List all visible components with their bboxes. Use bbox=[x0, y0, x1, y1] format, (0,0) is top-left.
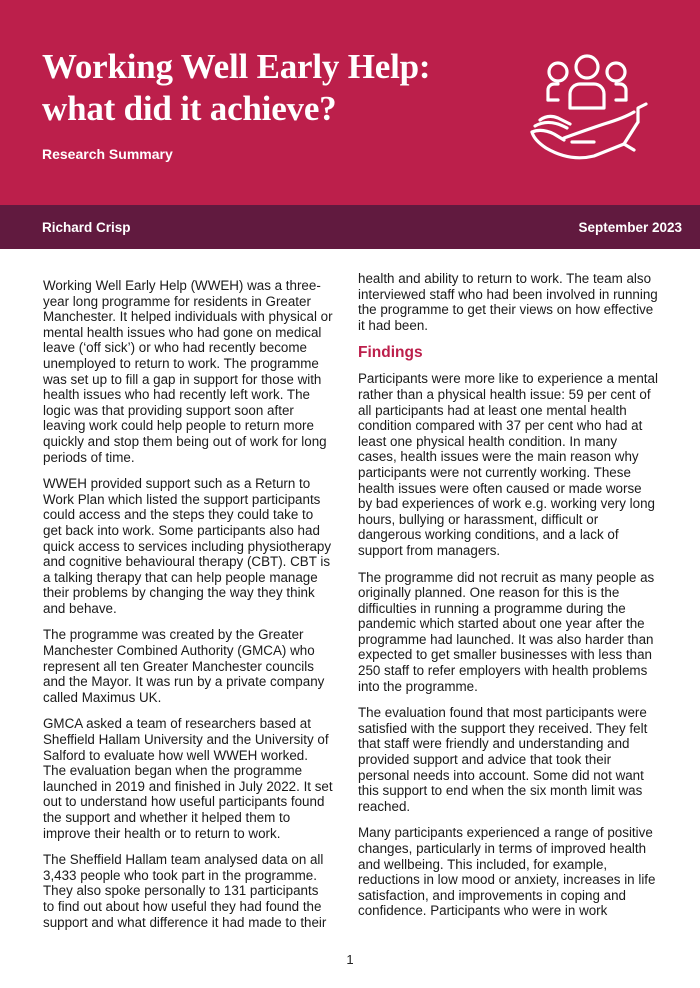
author-name: Richard Crisp bbox=[42, 220, 131, 235]
body-paragraph: The Sheffield Hallam team analysed data on all 3,433 people who took part in the programme. They also spoke personally to 131 participants to find out about how useful they had found the support and what difference it had made to their bbox=[43, 852, 327, 930]
body-paragraph: WWEH provided support such as a Return to Work Plan which listed the support participants could access and the steps they could take to get back into work. Some participants also had quick access to services including physiotherapy and cognitive behavioural therapy (CBT). CBT is a talking therapy that can help people manage their problems by changing the way they think and behave. bbox=[43, 476, 332, 616]
findings-paragraph: Many participants experienced a range of positive changes, particularly in terms of improved health and wellbeing. This included, for example, reductions in low mood or anxiety, increases in life satisfaction, and improvements in coping and confidence. Participants who were in work bbox=[358, 825, 656, 919]
right-column bbox=[358, 271, 658, 930]
title-line-1: Working Well Early Help: bbox=[42, 47, 431, 86]
body-paragraph: Working Well Early Help (WWEH) was a three-year long programme for residents in Greater Manchester. It helped individuals with physical or mental health issues who had gone on medical leave (‘off sick’) or who had recently become unemployed to return to work. The programme was set up to fill a gap in support for those with health issues who had recently left work. The logic was that providing support soon after leaving work could help people to return more quickly and stop them being out of work for long periods of time. bbox=[43, 278, 333, 465]
findings-paragraph: Participants were more like to experience a mental rather than a physical health issue: 59 per cent of all participants had at least one mental health condition compared with 37 per cent who had at least one physical health condition. In many cases, health issues were the main reason why participants were not currently working. These health issues were often caused or made worse by bad experiences of work e.g. working very long hours, bullying or harassment, difficult or dangerous working conditions, and a lack of support from managers. bbox=[358, 371, 658, 558]
findings-paragraph: The evaluation found that most participants were satisfied with the support they received. They felt that staff were friendly and understanding and provided support and advice that took their personal needs into account. Some did not want this support to end when the six month limit was reached. bbox=[358, 705, 648, 814]
title-banner bbox=[0, 0, 700, 205]
body-paragraph: GMCA asked a team of researchers based at Sheffield Hallam University and the University of Salford to evaluate how well WWEH worked. The evaluation began when the programme launched in 2019 and finished in July 2022. It set out to understand how useful participants found the support and whether it helped them to improve their health or to return to work. bbox=[43, 716, 333, 841]
left-column bbox=[43, 278, 333, 941]
body-paragraph: The programme was created by the Greater Manchester Combined Authority (GMCA) who represent all ten Greater Manchester councils and the Mayor. It was run by a private company called Maximus UK. bbox=[43, 627, 325, 705]
byline-bar bbox=[0, 205, 700, 249]
document-subtitle: Research Summary bbox=[42, 146, 173, 162]
people-in-hand-icon bbox=[520, 50, 660, 160]
title-line-2: what did it achieve? bbox=[42, 89, 337, 128]
page-number: 1 bbox=[346, 952, 354, 967]
publication-date: September 2023 bbox=[578, 220, 682, 235]
document-title bbox=[42, 46, 502, 130]
body-paragraph: health and ability to return to work. The team also interviewed staff who had been involved in running the programme to get their views on how effective it had been. bbox=[358, 271, 658, 333]
findings-heading: Findings bbox=[358, 344, 423, 362]
findings-paragraph: The programme did not recruit as many people as originally planned. One reason for this is the difficulties in running a programme during the pandemic which started about one year after the programme had launched. It was also harder than expected to get smaller businesses with less than 250 staff to refer employers with health problems into the programme. bbox=[358, 569, 655, 694]
